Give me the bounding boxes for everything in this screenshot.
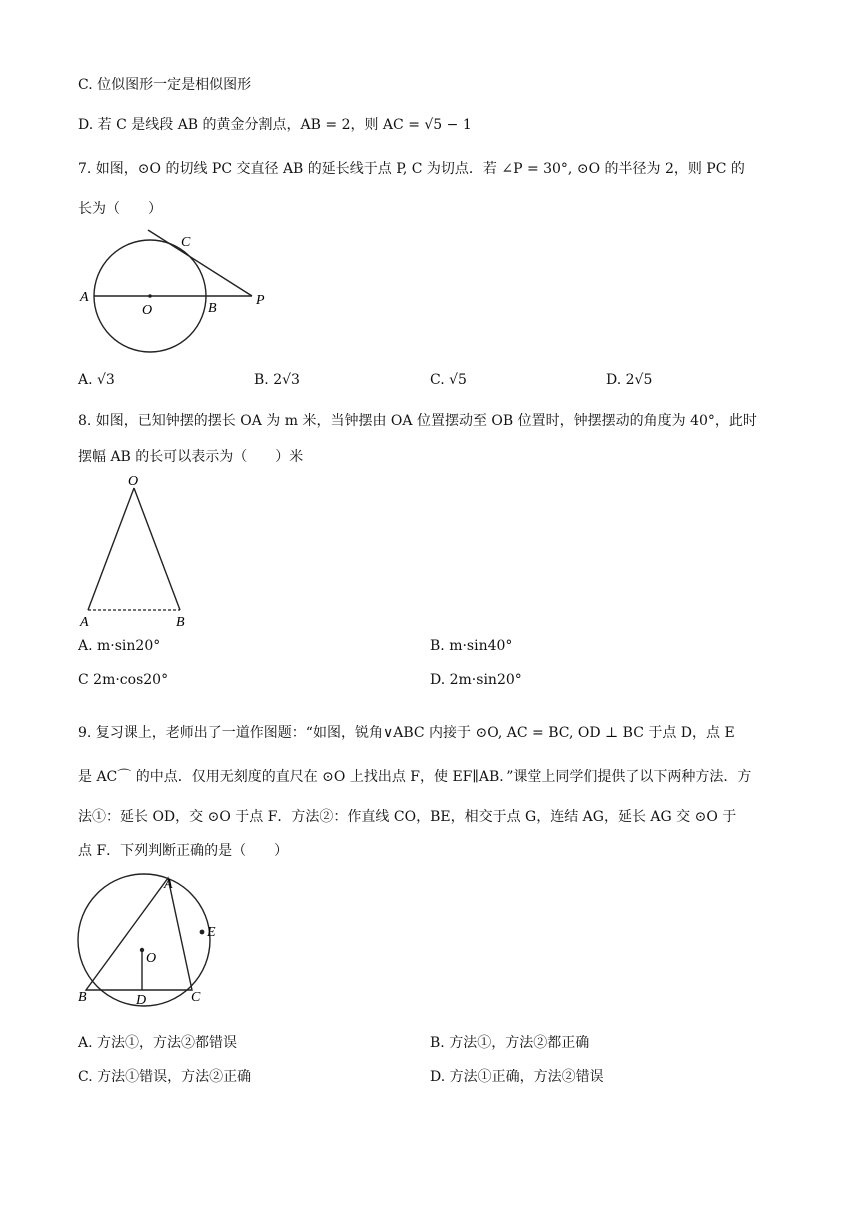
question-9-line-3: 法①：延长 OD，交 ⊙O 于点 F．方法②：作直线 CO，BE，相交于点 G，连结 AG，延长 AG 交 ⊙O 于 — [78, 809, 737, 825]
circle-o — [78, 874, 210, 1006]
q8-option-b: B. m·sin40° — [430, 638, 513, 654]
q9-option-a: A. 方法①，方法②都错误 — [78, 1035, 238, 1051]
label-a: A — [80, 615, 89, 630]
question-7-line-1: 7. 如图，⊙O 的切线 PC 交直径 AB 的延长线于点 P, C 为切点．若 ∠P = 30°, ⊙O 的半径为 2，则 PC 的 — [78, 161, 745, 177]
triangle-abc — [86, 878, 192, 990]
label-d: D — [136, 993, 147, 1008]
q8-option-d: D. 2m·sin20° — [430, 672, 522, 688]
q9-option-d: D. 方法①正确，方法②错误 — [430, 1069, 604, 1085]
label-c: C — [191, 990, 201, 1005]
tangent-pc — [148, 230, 252, 296]
q9-option-c: C. 方法①错误，方法②正确 — [78, 1069, 252, 1085]
label-o: O — [128, 474, 139, 489]
q7-option-c: C. √5 — [430, 372, 467, 388]
label-p: P — [256, 293, 265, 308]
question-9-line-2: 是 AC⌒ 的中点．仅用无刻度的直尺在 ⊙O 上找出点 F，使 EF∥AB．”课堂上同学们提供了以下两种方法．方 — [78, 769, 752, 785]
question-9-line-4: 点 F．下列判断正确的是（ ） — [78, 843, 289, 859]
q9-option-b: B. 方法①，方法②都正确 — [430, 1035, 590, 1051]
q8-option-c: C 2m·cos20° — [78, 672, 169, 688]
string-oa — [88, 488, 134, 610]
option-c-previous: C. 位似图形一定是相似图形 — [78, 77, 252, 93]
figure-q9-inscribed-triangle — [74, 870, 224, 1012]
question-8-line-2: 摆幅 AB 的长可以表示为（ ）米 — [78, 449, 304, 465]
question-7-line-2: 长为（ ） — [78, 201, 162, 217]
figure-q8-pendulum — [76, 472, 196, 630]
q7-option-a: A. √3 — [78, 372, 115, 388]
question-8-line-1: 8. 如图，已知钟摆的摆长 OA 为 m 米，当钟摆由 OA 位置摆动至 OB 位置时，钟摆摆动的角度为 40°，此时 — [78, 413, 757, 429]
q8-option-a: A. m·sin20° — [78, 638, 161, 654]
label-o: O — [146, 951, 157, 966]
label-b: B — [78, 990, 87, 1005]
label-c: C — [181, 235, 191, 250]
option-d-previous: D. 若 C 是线段 AB 的黄金分割点，AB = 2，则 AC = √5 − 1 — [78, 117, 472, 133]
label-e: E — [207, 925, 216, 940]
label-b: B — [208, 301, 217, 316]
label-a: A — [164, 877, 173, 892]
center-point — [148, 294, 152, 298]
q7-option-b: B. 2√3 — [254, 372, 300, 388]
label-b: B — [176, 615, 185, 630]
point-o — [140, 948, 144, 952]
figure-q7-circle-tangent — [76, 226, 276, 358]
question-9-line-1: 9. 复习课上，老师出了一道作图题：“如图，锐角∨ABC 内接于 ⊙O, AC = BC, OD ⊥ BC 于点 D，点 E — [78, 725, 735, 741]
label-a: A — [80, 290, 89, 305]
string-ob — [134, 488, 180, 610]
q7-option-d: D. 2√5 — [606, 372, 653, 388]
label-o: O — [142, 303, 153, 318]
point-e — [200, 930, 205, 935]
